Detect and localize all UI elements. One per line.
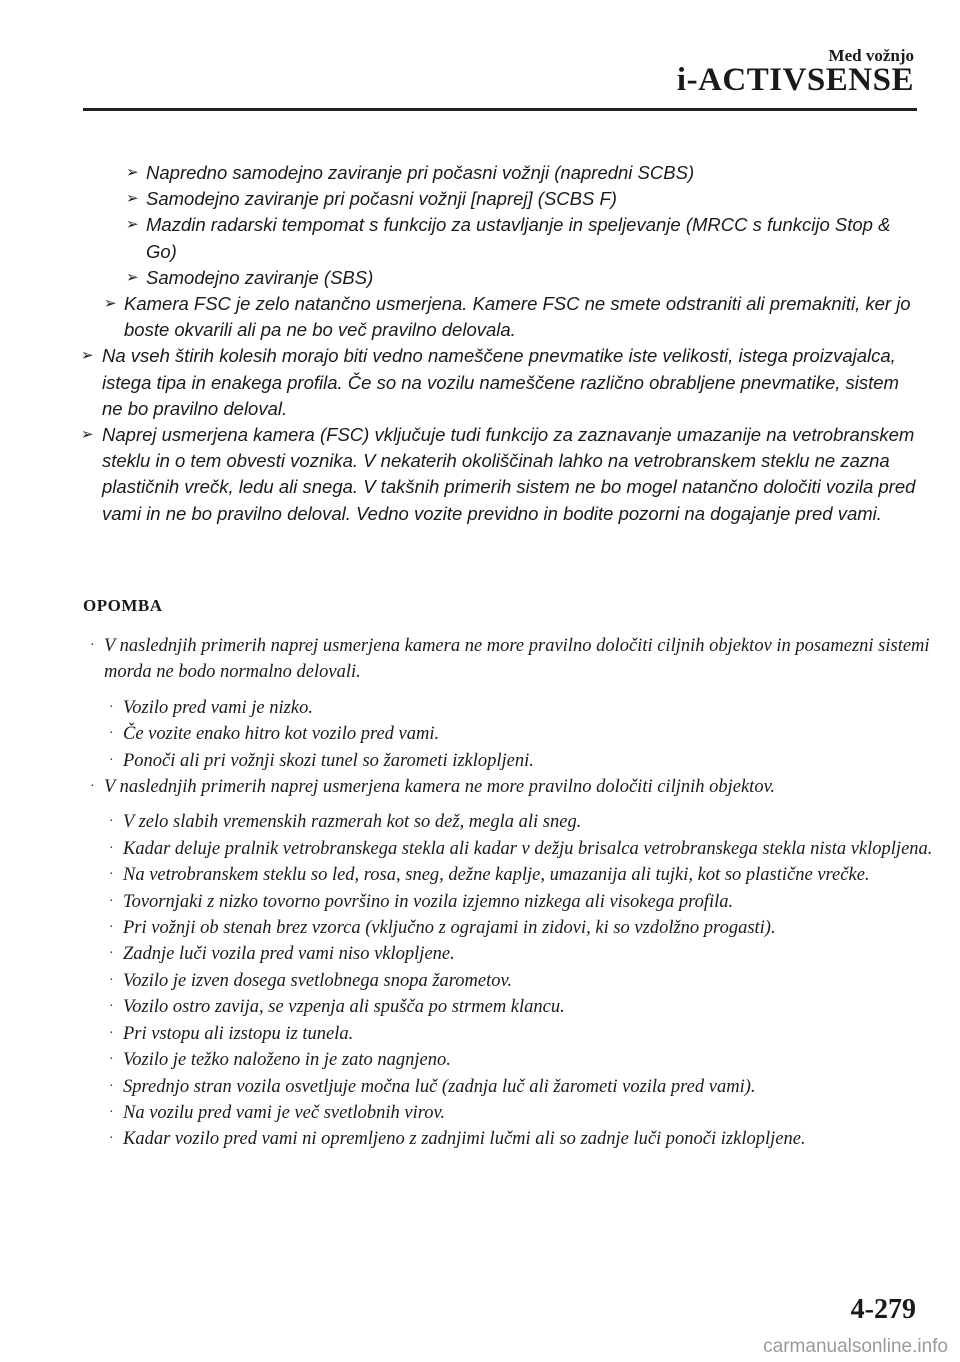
bullet-item [78, 422, 920, 527]
arrow-bullet-icon: ➢ [126, 190, 139, 208]
dot-bullet-icon: · [90, 779, 95, 795]
arrow-bullet-icon: ➢ [126, 164, 139, 181]
note-subitem [83, 721, 943, 747]
note-subitem-text: Vozilo pred vami je nizko. [123, 697, 313, 718]
arrow-bullet-icon: ➢ [126, 216, 139, 234]
arrow-bullet-icon: ➢ [104, 295, 117, 313]
note-text: V naslednjih primerih naprej usmerjena kamera ne more pravilno določiti ciljnih objektov in posamezni sistemi morda ne bodo normalno delovali. [104, 636, 930, 683]
note-subitem-text: Zadnje luči vozila pred vami niso vklopljene. [123, 944, 455, 965]
dot-bullet-icon: · [109, 946, 114, 962]
note-subitem [83, 994, 943, 1020]
note-subitem [83, 889, 943, 915]
note-subitem [83, 1047, 943, 1073]
bullet-text: Samodejno zaviranje (SBS) [146, 266, 374, 288]
dot-bullet-icon: · [109, 920, 114, 936]
dot-bullet-icon: · [90, 638, 95, 653]
dot-bullet-icon: · [109, 840, 114, 856]
note-subitem-text: Na vetrobranskem steklu so led, rosa, sneg, dežne kaplje, umazanija ali tujki, kot so plastične vrečke. [123, 865, 870, 886]
bullet-item [78, 265, 920, 291]
dot-bullet-icon: · [109, 752, 114, 768]
dot-bullet-icon: · [109, 1025, 114, 1041]
arrow-bullet-icon: ➢ [126, 268, 139, 286]
note-subitem [83, 809, 943, 835]
note-subitem-text: Sprednjo stran vozila osvetljuje močna luč (zadnja luč ali žarometi vozila pred vami). [123, 1076, 756, 1097]
note-heading: OPOMBA [83, 596, 163, 615]
bullet-item [78, 160, 920, 186]
note-subitem [83, 968, 943, 994]
note-subitem [83, 836, 943, 862]
note-subitem-text: Pri vožnji ob stenah brez vzorca (vključno z ograjami in zidovi, ki so vzdolžno progasti). [123, 918, 776, 939]
bullet-text: Kamera FSC je zelo natančno usmerjena. Kamere FSC ne smete odstraniti ali premakniti, ker jo boste okvarili ali pa ne bo več pravilno delovala. [124, 293, 911, 341]
arrow-bullet-icon: ➢ [81, 426, 94, 444]
header-section: Med vožnjo [828, 46, 914, 65]
note-subitem-text: Na vozilu pred vami je več svetlobnih virov. [123, 1102, 445, 1123]
dot-bullet-icon: · [109, 1078, 114, 1094]
bullet-text: Naprej usmerjena kamera (FSC) vključuje tudi funkcijo za zaznavanje umazanije na vetrobranskem steklu in o tem obvesti voznika. V nekaterih okoliščinah lahko na vetrobranskem steklu ne zazna plastičnih vrečk, ledu ali snega. V takšnih primerih sistem ne bo mogel natančno določiti vozila pred vami in ne bo pravilno deloval. Vedno vozite previdno in bodite pozorni na dogajanje pred vami. [102, 424, 916, 524]
dot-bullet-icon: · [109, 726, 114, 742]
arrow-bullet-icon: ➢ [81, 347, 94, 365]
page-number: 4-279 [850, 1294, 916, 1325]
note-subitem [83, 695, 943, 721]
note-subitem [83, 748, 943, 774]
note-subitem [83, 1021, 943, 1047]
bullet-item [78, 291, 920, 343]
note-subitem-text: Vozilo ostro zavija, se vzpenja ali spušča po strmem klancu. [123, 997, 565, 1018]
dot-bullet-icon: · [109, 699, 114, 715]
dot-bullet-icon: · [109, 972, 114, 988]
note-item [83, 633, 943, 686]
dot-bullet-icon: · [109, 1052, 114, 1068]
note-subitem-text: Pri vstopu ali izstopu iz tunela. [123, 1023, 354, 1044]
note-subitem-text: Vozilo je težko naloženo in je zato nagnjeno. [123, 1050, 451, 1071]
note-subitems [83, 809, 943, 1152]
header-title: i-ACTIVSENSE [676, 62, 914, 98]
note-text: V naslednjih primerih naprej usmerjena kamera ne more pravilno določiti ciljnih objektov. [104, 777, 776, 798]
warning-list [78, 160, 920, 527]
note-subitem-text: V zelo slabih vremenskih razmerah kot so dež, megla ali sneg. [123, 812, 582, 833]
note-subitem [83, 915, 943, 941]
dot-bullet-icon: · [109, 1104, 114, 1120]
bullet-item [78, 343, 920, 422]
dot-bullet-icon: · [109, 1131, 114, 1147]
dot-bullet-icon: · [109, 814, 114, 830]
note-subitem [83, 941, 943, 967]
note-subitem-text: Kadar deluje pralnik vetrobranskega stekla ali kadar v dežju brisalca vetrobranskega stekla nista vklopljena. [123, 838, 933, 859]
note-subitem-text: Če vozite enako hitro kot vozilo pred vami. [123, 724, 440, 745]
note-item [83, 774, 943, 800]
bullet-text: Samodejno zaviranje pri počasni vožnji [naprej] (SCBS F) [146, 188, 617, 210]
watermark: carmanualsonline.info [763, 1336, 948, 1357]
note-subitem-text: Ponoči ali pri vožnji skozi tunel so žarometi izklopljeni. [123, 750, 534, 771]
bullet-text: Napredno samodejno zaviranje pri počasni vožnji (napredni SCBS) [146, 162, 695, 183]
dot-bullet-icon: · [109, 999, 114, 1015]
bullet-item [78, 212, 920, 264]
note-subitem [83, 1074, 943, 1100]
note-subitem [83, 1100, 943, 1126]
bullet-text: Mazdin radarski tempomat s funkcijo za ustavljanje in speljevanje (MRCC s funkcijo Stop & Go) [146, 214, 891, 262]
dot-bullet-icon: · [109, 867, 114, 883]
note-list [83, 633, 943, 1153]
header-rule [83, 108, 917, 111]
note-subitem [83, 862, 943, 888]
note-subitem-text: Kadar vozilo pred vami ni opremljeno z zadnjimi lučmi ali so zadnje luči ponoči izklopljene. [123, 1129, 806, 1150]
note-subitem [83, 1126, 943, 1152]
note-subitem-text: Tovornjaki z nizko tovorno površino in vozila izjemno nizkega ali visokega profila. [123, 891, 734, 912]
note-subitem-text: Vozilo je izven dosega svetlobnega snopa žarometov. [123, 970, 512, 991]
bullet-text: Na vseh štirih kolesih morajo biti vedno nameščene pnevmatike iste velikosti, istega proizvajalca, istega tipa in enakega profila. Če so na vozilu nameščene različno obrabljene pnevmatike, sistem ne bo pravilno deloval. [102, 345, 899, 419]
note-subitems [83, 695, 943, 774]
dot-bullet-icon: · [109, 893, 114, 909]
bullet-item [78, 186, 920, 212]
